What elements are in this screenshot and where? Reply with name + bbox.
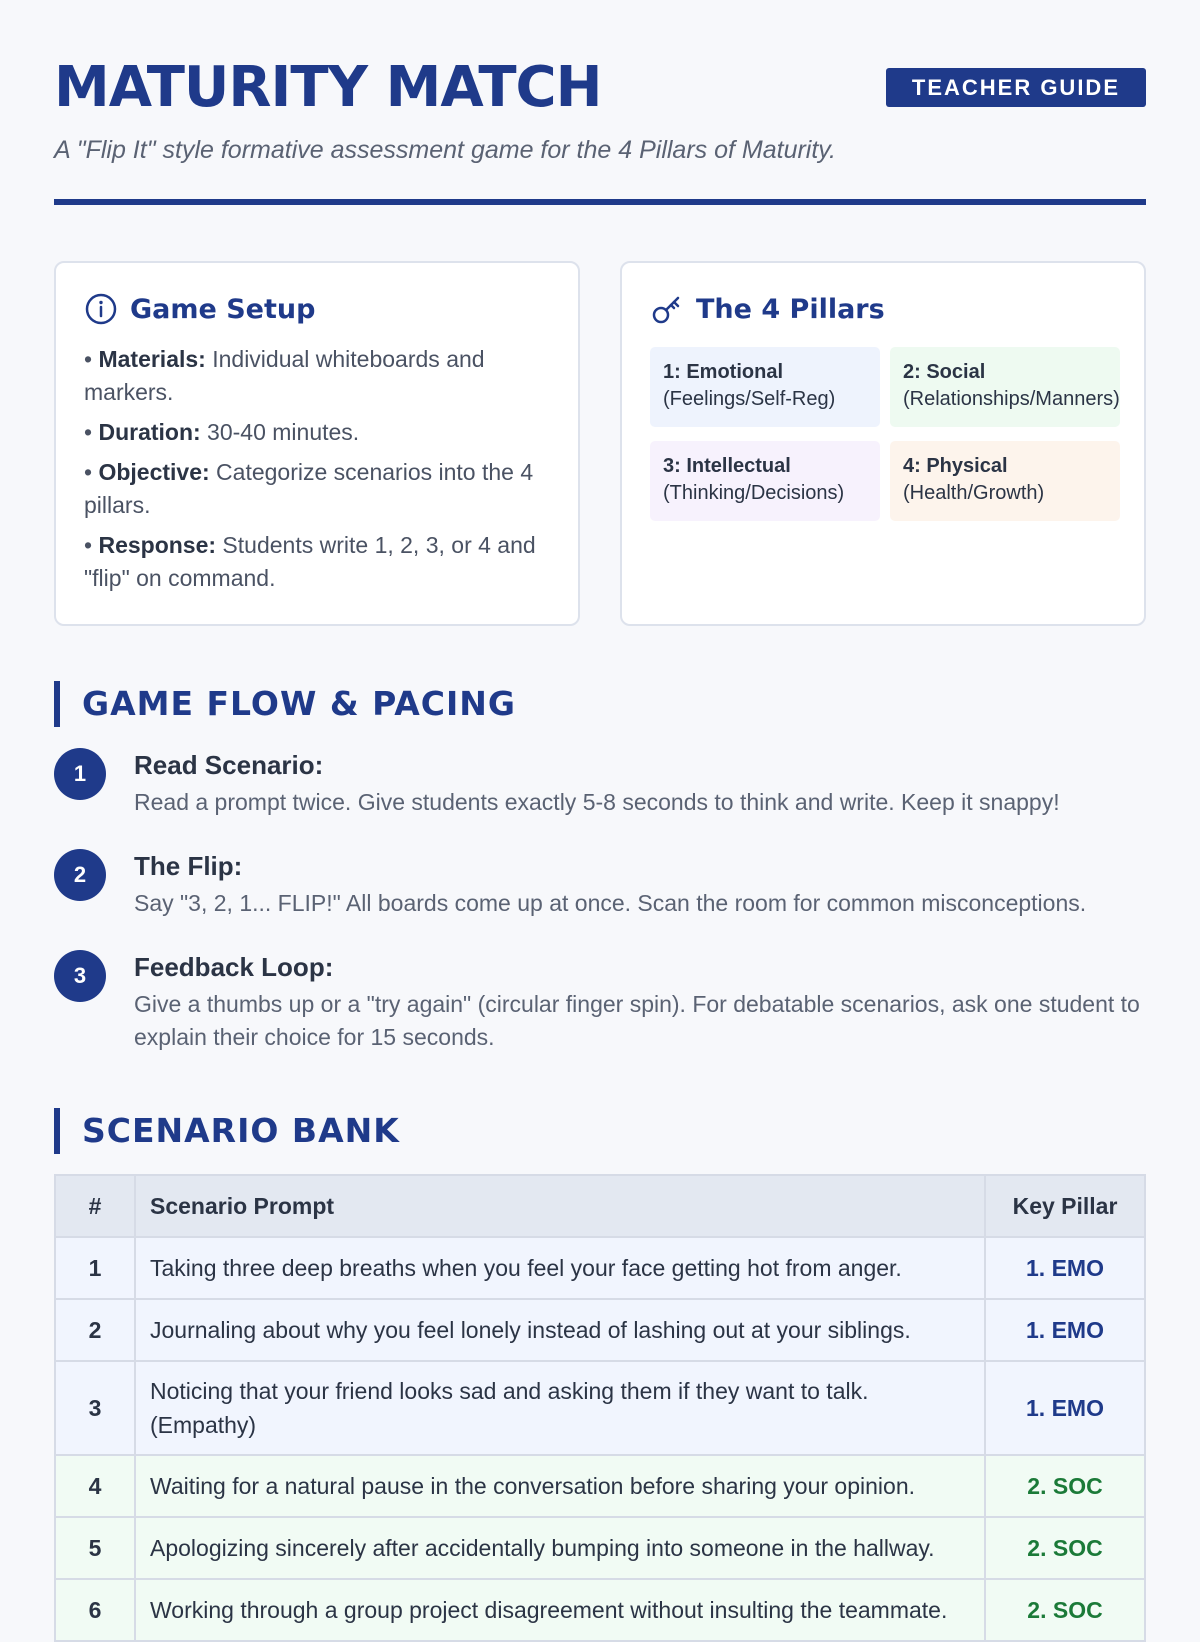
- game-setup-title: Game Setup: [130, 293, 316, 325]
- table-row: [55, 1237, 1145, 1299]
- pillars-grid: [650, 347, 1120, 521]
- row-number: 5: [55, 1517, 135, 1579]
- page-title: MATURITY MATCH: [54, 55, 602, 120]
- column-header-number: #: [55, 1175, 135, 1237]
- step-title: The Flip:: [134, 851, 243, 881]
- info-icon: [84, 292, 118, 326]
- table-row: [55, 1299, 1145, 1361]
- row-pillar: 1. EMO: [985, 1237, 1145, 1299]
- pillars-heading: [650, 289, 1116, 329]
- table-header-row: [55, 1175, 1145, 1237]
- step-text: Read a prompt twice. Give students exactly 5-8 seconds to think and write. Keep it snappy!: [134, 789, 1060, 815]
- table-row: [55, 1579, 1145, 1641]
- pillar-desc: (Relationships/Manners): [903, 388, 1120, 410]
- pillars-card: [620, 261, 1146, 626]
- pillar-social: [890, 347, 1120, 427]
- table-row: [55, 1517, 1145, 1579]
- setup-label: Materials:: [98, 346, 206, 372]
- row-prompt: Taking three deep breaths when you feel your face getting hot from anger.: [135, 1237, 985, 1299]
- game-setup-heading: [84, 289, 550, 329]
- table-row: [55, 1455, 1145, 1517]
- setup-label: Objective:: [98, 459, 210, 485]
- pillar-name: 1: Emotional: [663, 361, 784, 383]
- setup-item-objective: • Objective: Categorize scenarios into the 4 pillars.: [84, 459, 534, 518]
- row-number: 1: [55, 1237, 135, 1299]
- pillar-desc: (Feelings/Self-Reg): [663, 388, 836, 410]
- setup-label: Duration:: [98, 419, 201, 445]
- setup-text: Categorize scenarios into the 4 pillars.: [84, 459, 534, 518]
- row-prompt: Journaling about why you feel lonely instead of lashing out at your siblings.: [135, 1299, 985, 1361]
- game-flow-steps: [54, 748, 1146, 1084]
- step-text: Say "3, 2, 1... FLIP!" All boards come up at once. Scan the room for common misconceptions.: [134, 890, 1087, 916]
- table-row: [55, 1361, 1145, 1455]
- key-icon: [650, 292, 684, 326]
- row-pillar: 1. EMO: [985, 1299, 1145, 1361]
- step-number-badge: 2: [54, 849, 106, 901]
- pillar-desc: (Thinking/Decisions): [663, 482, 845, 504]
- game-flow-heading: GAME FLOW & PACING: [54, 681, 516, 727]
- row-prompt: Waiting for a natural pause in the conversation before sharing your opinion.: [135, 1455, 985, 1517]
- row-number: 4: [55, 1455, 135, 1517]
- row-number: 6: [55, 1579, 135, 1641]
- info-cards: [54, 261, 1146, 626]
- setup-label: Response:: [98, 532, 217, 558]
- row-number: 2: [55, 1299, 135, 1361]
- page-subtitle: A "Flip It" style formative assessment game for the 4 Pillars of Maturity.: [54, 136, 836, 164]
- row-pillar: 2. SOC: [985, 1455, 1145, 1517]
- pillar-name: 3: Intellectual: [663, 455, 791, 477]
- game-setup-card: [54, 261, 580, 626]
- row-pillar: 2. SOC: [985, 1517, 1145, 1579]
- row-prompt: Apologizing sincerely after accidentally bumping into someone in the hallway.: [135, 1517, 985, 1579]
- column-header-prompt: Scenario Prompt: [135, 1175, 985, 1237]
- scenario-table-wrap: [54, 1174, 1146, 1642]
- pillar-name: 2: Social: [903, 361, 986, 383]
- teacher-guide-badge: TEACHER GUIDE: [886, 68, 1146, 107]
- setup-item-materials: • Materials: Individual whiteboards and markers.: [84, 346, 485, 405]
- setup-item-duration: • Duration: 30-40 minutes.: [84, 419, 360, 445]
- row-prompt: Working through a group project disagreement without insulting the teammate.: [135, 1579, 985, 1641]
- setup-list: [84, 343, 550, 595]
- step-number-badge: 3: [54, 950, 106, 1002]
- pillar-emotional: [650, 347, 880, 427]
- pillar-physical: [890, 441, 1120, 521]
- pillars-title: The 4 Pillars: [696, 293, 885, 325]
- flow-step: [54, 849, 1146, 920]
- setup-text: 30-40 minutes.: [200, 419, 360, 445]
- step-title: Read Scenario:: [134, 750, 324, 780]
- header-divider: [54, 199, 1146, 205]
- pillar-desc: (Health/Growth): [903, 482, 1045, 504]
- scenario-table: [54, 1174, 1146, 1642]
- column-header-pillar: Key Pillar: [985, 1175, 1145, 1237]
- step-title: Feedback Loop:: [134, 952, 334, 982]
- pillar-intellectual: [650, 441, 880, 521]
- row-pillar: 2. SOC: [985, 1579, 1145, 1641]
- row-pillar: 1. EMO: [985, 1361, 1145, 1455]
- flow-step: [54, 748, 1146, 819]
- flow-step: [54, 950, 1146, 1054]
- setup-item-response: • Response: Students write 1, 2, 3, or 4 and "flip" on command.: [84, 532, 536, 591]
- scenario-bank-heading: SCENARIO BANK: [54, 1108, 400, 1154]
- step-number-badge: 1: [54, 748, 106, 800]
- setup-text: Individual whiteboards and markers.: [84, 346, 485, 405]
- header: [54, 0, 1146, 205]
- step-text: Give a thumbs up or a "try again" (circular finger spin). For debatable scenarios, ask one student to explain their choice for 15 seconds.: [134, 991, 1140, 1050]
- row-number: 3: [55, 1361, 135, 1455]
- setup-text: Students write 1, 2, 3, or 4 and "flip" on command.: [84, 532, 536, 591]
- pillar-name: 4: Physical: [903, 455, 1008, 477]
- row-prompt: Noticing that your friend looks sad and asking them if they want to talk. (Empathy): [135, 1361, 985, 1455]
